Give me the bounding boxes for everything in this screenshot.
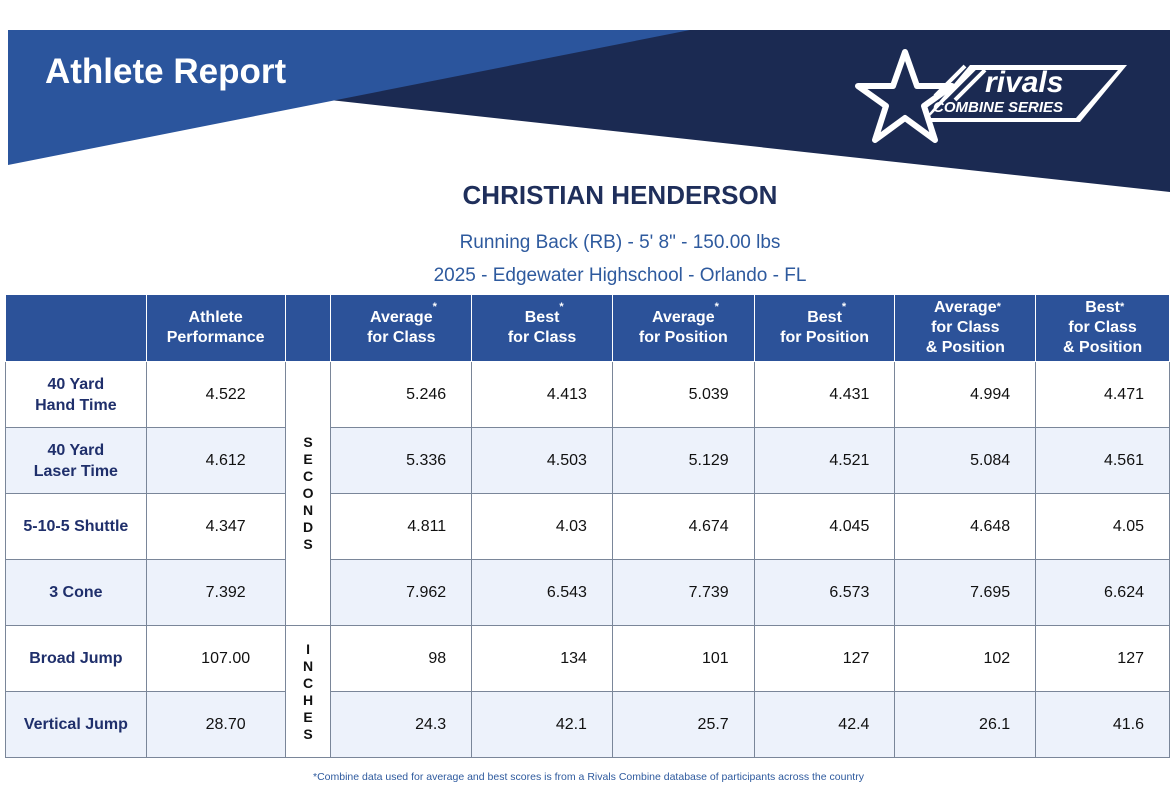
athlete-performance-cell: 4.522 [146, 362, 285, 428]
value-cell: 42.4 [754, 692, 895, 758]
value-cell: 5.039 [612, 362, 754, 428]
value-cell: 102 [895, 626, 1036, 692]
value-cell: 4.648 [895, 494, 1036, 560]
value-cell: 7.739 [612, 560, 754, 626]
header-athlete-performance [146, 295, 285, 362]
row-label [6, 362, 147, 428]
unit-seconds [285, 362, 331, 626]
row-label-line2: Laser Time [33, 462, 118, 480]
athlete-performance-cell: 4.347 [146, 494, 285, 560]
row-label [6, 494, 147, 560]
value-cell: 4.045 [754, 494, 895, 560]
asterisk: * [714, 301, 719, 313]
table-row [6, 626, 1170, 692]
row-label-line1: Vertical Jump [23, 716, 128, 733]
value-cell: 4.03 [472, 494, 613, 560]
header-line1: Athlete [188, 309, 243, 326]
table-row [6, 692, 1170, 758]
header-line2: for Position [638, 329, 728, 346]
row-label [6, 626, 147, 692]
header-line2: for Class [1068, 319, 1137, 336]
value-cell: 4.674 [612, 494, 754, 560]
row-label-line1: 3 Cone [49, 584, 103, 601]
value-cell: 134 [472, 626, 613, 692]
header-blank [6, 295, 147, 362]
value-cell: 42.1 [472, 692, 613, 758]
athlete-performance-cell: 28.70 [146, 692, 285, 758]
header-line2: for Position [780, 329, 869, 346]
row-label [6, 692, 147, 758]
unit-letter: D [302, 519, 314, 535]
unit-letter: E [303, 708, 313, 725]
value-cell: 24.3 [331, 692, 472, 758]
row-label-line1: Broad Jump [29, 650, 123, 667]
row-label [6, 560, 147, 626]
value-cell: 4.05 [1036, 494, 1170, 560]
row-label-line1: 5-10-5 Shuttle [23, 518, 129, 535]
unit-letter: S [303, 536, 313, 552]
unit-letter: N [302, 657, 314, 674]
value-cell: 6.573 [754, 560, 895, 626]
table-row [6, 560, 1170, 626]
header-line2: Performance [166, 329, 265, 346]
header-line1: Best [524, 309, 560, 326]
header-line1: Average [370, 309, 433, 326]
value-cell: 101 [612, 626, 754, 692]
header-line2: for Class [367, 329, 436, 346]
results-table [5, 294, 1170, 758]
value-cell: 41.6 [1036, 692, 1170, 758]
header-average-for-class [331, 295, 472, 362]
value-cell: 4.471 [1036, 362, 1170, 428]
unit-letter: I [306, 640, 310, 657]
header-line1: Best [807, 309, 842, 326]
value-cell: 7.962 [331, 560, 472, 626]
unit-letter: C [302, 468, 314, 484]
value-cell: 4.811 [331, 494, 472, 560]
row-label [6, 428, 147, 494]
unit-letter: N [302, 502, 314, 518]
value-cell: 4.994 [895, 362, 1036, 428]
header-banner [0, 0, 1170, 200]
athlete-name: CHRISTIAN HENDERSON [462, 180, 778, 210]
value-cell: 26.1 [895, 692, 1036, 758]
athlete-position-size: Running Back (RB) - 5' 8" - 150.00 lbs [459, 232, 781, 253]
value-cell: 6.624 [1036, 560, 1170, 626]
value-cell: 5.129 [612, 428, 754, 494]
row-label-line1: 40 Yard [47, 375, 105, 393]
header-line1: Average [934, 299, 997, 316]
combine-series-text: COMBINE SERIES [933, 99, 1064, 116]
value-cell: 98 [331, 626, 472, 692]
value-cell: 127 [754, 626, 895, 692]
asterisk: * [996, 301, 1001, 313]
value-cell: 4.413 [472, 362, 613, 428]
footnote: *Combine data used for average and best scores is from a Rivals Combine database of participants across the country [313, 771, 864, 783]
header-line1: Best [1085, 299, 1120, 316]
table-row [6, 428, 1170, 494]
header-best-for-class [472, 295, 613, 362]
value-cell: 4.503 [472, 428, 613, 494]
asterisk: * [1119, 301, 1125, 313]
unit-inches [285, 626, 331, 758]
value-cell: 4.521 [754, 428, 895, 494]
asterisk: * [432, 301, 437, 313]
header-line3: & Position [925, 339, 1005, 356]
value-cell: 7.695 [895, 560, 1036, 626]
row-label-line1: 40 Yard [47, 441, 105, 459]
table-row [6, 362, 1170, 428]
unit-letter: E [303, 451, 313, 467]
header-average-for-position [612, 295, 754, 362]
header-average-for-class-position [895, 295, 1036, 362]
header-line2: for Class [931, 319, 1000, 336]
unit-letter: S [303, 434, 313, 450]
value-cell: 127 [1036, 626, 1170, 692]
row-label-line2: Hand Time [35, 396, 117, 414]
value-cell: 25.7 [612, 692, 754, 758]
value-cell: 5.246 [331, 362, 472, 428]
value-cell: 5.336 [331, 428, 472, 494]
header-row [6, 295, 1170, 362]
header-unit-blank [285, 295, 331, 362]
header-line1: Average [652, 309, 715, 326]
value-cell: 4.431 [754, 362, 895, 428]
table-row [6, 494, 1170, 560]
unit-letter: H [302, 691, 314, 708]
unit-letter: S [303, 725, 313, 742]
value-cell: 5.084 [895, 428, 1036, 494]
unit-letter: C [302, 674, 314, 691]
athlete-performance-cell: 7.392 [146, 560, 285, 626]
value-cell: 4.561 [1036, 428, 1170, 494]
asterisk: * [559, 301, 564, 313]
asterisk: * [841, 301, 847, 313]
header-line2: for Class [507, 329, 577, 346]
rivals-logo-text: rivals [985, 66, 1064, 99]
athlete-school-location: 2025 - Edgewater Highschool - Orlando - FL [433, 265, 807, 286]
athlete-performance-cell: 4.612 [146, 428, 285, 494]
header-best-for-class-position [1036, 295, 1170, 362]
value-cell: 6.543 [472, 560, 613, 626]
report-title: Athlete Report [45, 52, 287, 91]
athlete-performance-cell: 107.00 [146, 626, 285, 692]
header-best-for-position [754, 295, 895, 362]
unit-letter: O [302, 485, 314, 501]
header-line3: & Position [1063, 339, 1143, 356]
